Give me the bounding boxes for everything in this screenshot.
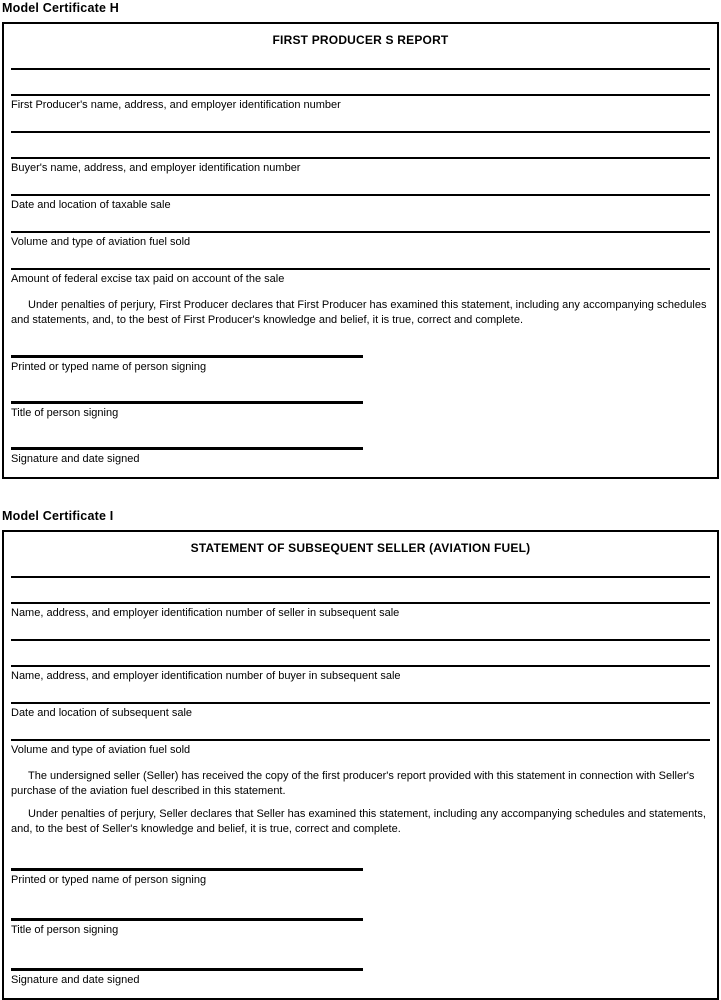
field-label: Buyer's name, address, and employer identification number [11, 162, 301, 174]
field-label: Printed or typed name of person signing [11, 874, 207, 886]
write-in-line [11, 639, 710, 641]
field-label: Signature and date signed [11, 974, 140, 986]
sig-field-signature-date [11, 968, 363, 987]
sig-field-title [11, 401, 363, 420]
certificate-i-heading: Model Certificate I [2, 509, 114, 523]
received-report-paragraph: The undersigned seller (Seller) has received the copy of the first producer's report provided with this statement in connection with Seller's purchase of the aviation fuel described in this statement. [11, 770, 695, 797]
certificate-i-form-title: STATEMENT OF SUBSEQUENT SELLER (AVIATION FUEL) [190, 541, 531, 555]
sig-field-printed-name [11, 868, 363, 887]
field-label: Name, address, and employer identification number of buyer in subsequent sale [11, 670, 401, 682]
field-date-location-taxable-sale [11, 194, 710, 212]
sig-field-title [11, 918, 363, 937]
field-label: Volume and type of aviation fuel sold [11, 236, 191, 248]
sig-field-printed-name [11, 355, 363, 374]
field-buyer-name [11, 131, 710, 175]
certificate-h-form-title: FIRST PRODUCER S REPORT [272, 33, 449, 47]
certificate-h-form [2, 22, 719, 479]
field-subsequent-buyer-name [11, 639, 710, 683]
write-in-line [11, 576, 710, 578]
field-label: Signature and date signed [11, 453, 140, 465]
certificate-i-section [0, 510, 721, 1000]
certificate-h-heading: Model Certificate H [2, 1, 120, 15]
certificate-i-form [2, 530, 719, 1000]
sig-field-signature-date [11, 447, 363, 466]
field-label: First Producer's name, address, and employer identification number [11, 99, 341, 111]
field-label: Title of person signing [11, 924, 119, 936]
field-volume-type-fuel [11, 739, 710, 757]
field-excise-tax-amount [11, 268, 710, 286]
field-date-location-subsequent-sale [11, 702, 710, 720]
field-label: Date and location of subsequent sale [11, 707, 193, 719]
write-in-line [11, 68, 710, 70]
field-label: Name, address, and employer identification number of seller in subsequent sale [11, 607, 400, 619]
field-label: Title of person signing [11, 407, 119, 419]
perjury-declaration-paragraph: Under penalties of perjury, First Producer declares that First Producer has examined this statement, including any accompanying schedules and statements, and, to the best of First Producer's knowledge and belief, it is true, correct and complete. [11, 299, 707, 326]
field-subsequent-seller-name [11, 576, 710, 620]
field-label: Printed or typed name of person signing [11, 361, 207, 373]
field-volume-type-fuel [11, 231, 710, 249]
perjury-declaration-paragraph: Under penalties of perjury, Seller declares that Seller has examined this statement, including any accompanying schedules and statements, and, to the best of Seller's knowledge and belief, it is true, correct and complete. [11, 808, 706, 835]
write-in-line [11, 131, 710, 133]
field-label: Volume and type of aviation fuel sold [11, 744, 191, 756]
field-label: Date and location of taxable sale [11, 199, 171, 211]
field-label: Amount of federal excise tax paid on account of the sale [11, 273, 285, 285]
field-first-producer-name [11, 68, 710, 112]
certificate-h-section [0, 2, 721, 479]
